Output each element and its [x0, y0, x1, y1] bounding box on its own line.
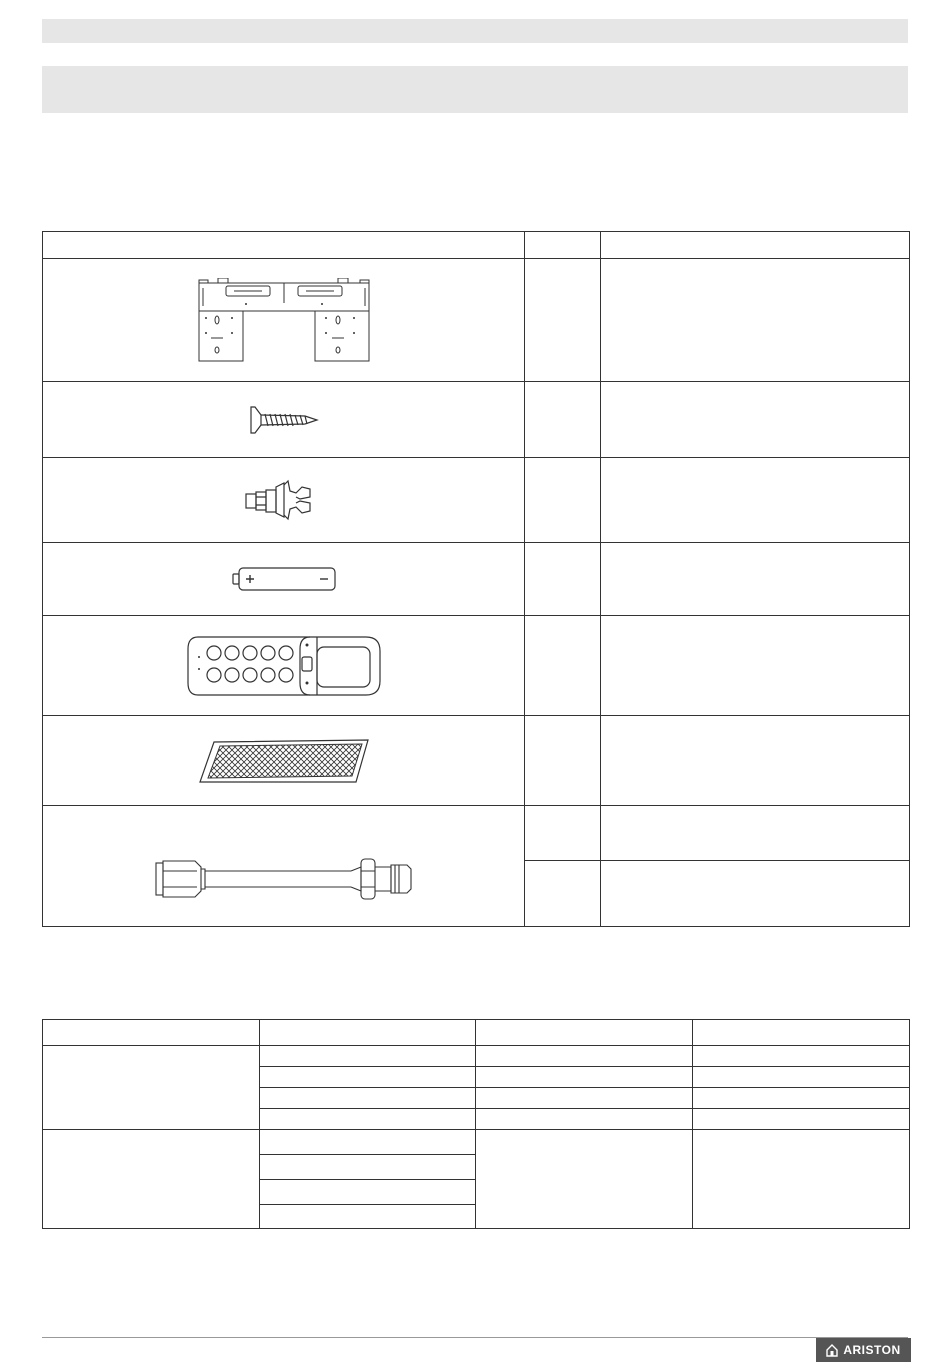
- table-cell: [260, 1046, 476, 1067]
- header-cell: [43, 1020, 260, 1046]
- qty-cell: [525, 861, 601, 927]
- header-cell: [693, 1020, 910, 1046]
- battery-icon: [232, 566, 336, 592]
- desc-cell: [601, 458, 910, 543]
- connection-pipe-icon: [155, 857, 413, 901]
- table-cell: [693, 1046, 910, 1067]
- header-cell-qty: [525, 232, 601, 259]
- desc-cell: [601, 382, 910, 458]
- table-cell: [476, 1067, 693, 1088]
- table-row: [43, 806, 910, 861]
- table-row: [43, 1046, 910, 1067]
- table-header-row: [43, 1020, 910, 1046]
- table-cell: [693, 1067, 910, 1088]
- accessory-image-cell: [43, 616, 525, 716]
- table-row: [43, 458, 910, 543]
- header-bar: [42, 19, 908, 43]
- accessory-image-cell: [43, 716, 525, 806]
- table-row: [43, 1130, 910, 1155]
- accessory-image-cell: [43, 806, 525, 927]
- group-cell: [43, 1046, 260, 1130]
- table-cell: [260, 1130, 476, 1155]
- screw-icon: [249, 405, 319, 435]
- desc-cell: [601, 861, 910, 927]
- mounting-plate-icon: [198, 278, 370, 362]
- qty-cell: [525, 382, 601, 458]
- section-title-bar: [42, 66, 908, 113]
- accessory-image-cell: [43, 543, 525, 616]
- header-cell: [476, 1020, 693, 1046]
- qty-cell: [525, 616, 601, 716]
- table-cell: [476, 1109, 693, 1130]
- table-cell: [476, 1088, 693, 1109]
- desc-cell: [601, 259, 910, 382]
- table-cell: [693, 1130, 910, 1229]
- desc-cell: [601, 616, 910, 716]
- table-row: [43, 616, 910, 716]
- header-cell-desc: [601, 232, 910, 259]
- table-cell: [693, 1088, 910, 1109]
- table-row: [43, 716, 910, 806]
- table-cell: [260, 1109, 476, 1130]
- header-cell-name: [43, 232, 525, 259]
- group-cell: [43, 1130, 260, 1229]
- table-cell: [260, 1180, 476, 1205]
- brand-logo: [816, 1338, 911, 1362]
- table-cell: [260, 1088, 476, 1109]
- anchor-plug-icon: [244, 479, 324, 521]
- desc-cell: [601, 716, 910, 806]
- pipe-spec-table: [42, 1019, 910, 1229]
- house-icon: [826, 1344, 838, 1357]
- footer-divider: [42, 1337, 908, 1338]
- table-row: [43, 382, 910, 458]
- qty-cell: [525, 806, 601, 861]
- desc-cell: [601, 806, 910, 861]
- table-cell: [476, 1130, 693, 1229]
- remote-control-icon: [186, 635, 382, 697]
- qty-cell: [525, 259, 601, 382]
- qty-cell: [525, 543, 601, 616]
- table-cell: [260, 1067, 476, 1088]
- desc-cell: [601, 543, 910, 616]
- header-cell: [260, 1020, 476, 1046]
- table-cell: [476, 1046, 693, 1067]
- table-row: [43, 543, 910, 616]
- table-cell: [260, 1155, 476, 1180]
- table-header-row: [43, 232, 910, 259]
- accessory-image-cell: [43, 458, 525, 543]
- accessories-table: [42, 231, 910, 927]
- accessory-image-cell: [43, 259, 525, 382]
- logo-text: ARISTON: [843, 1343, 901, 1357]
- accessory-image-cell: [43, 382, 525, 458]
- qty-cell: [525, 716, 601, 806]
- table-row: [43, 259, 910, 382]
- filter-icon: [196, 738, 372, 784]
- qty-cell: [525, 458, 601, 543]
- table-cell: [260, 1205, 476, 1229]
- table-cell: [693, 1109, 910, 1130]
